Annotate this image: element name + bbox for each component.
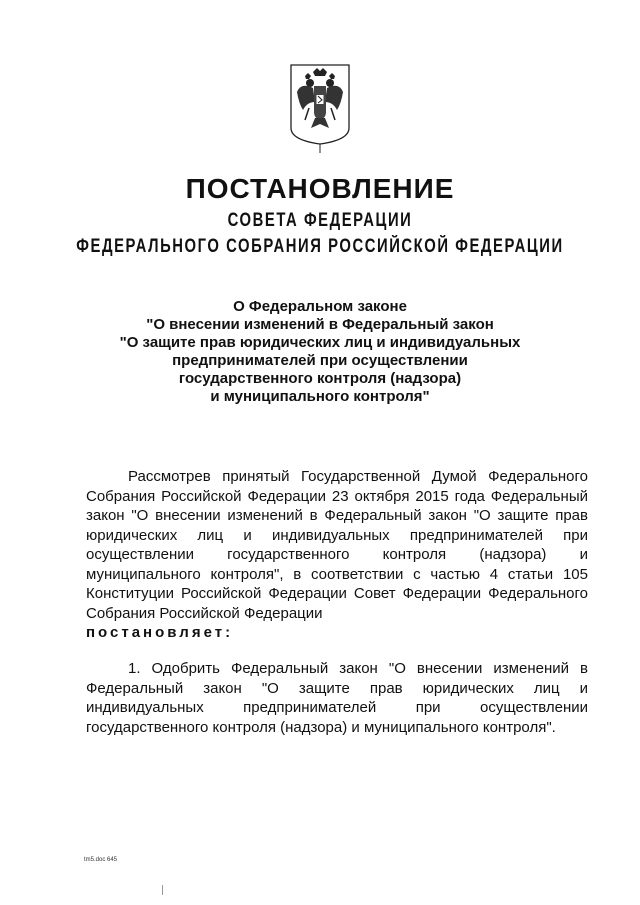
subject-line: предпринимателей при осуществлении: [172, 352, 468, 369]
preamble-text: Рассмотрев принятый Государственной Думой Федерального Собрания Российской Федерации 23 октября 2015 года Федеральный закон "О внесении изменений в Федеральный закон "О защите прав юридических лиц и индивидуальных предпринимателей при осуществлении государственного контроля (надзора) и муниципального контроля", в соответствии с частью 4 статьи 105 Конституции Российской Федерации Совет Федерации Федерального Собрания Российской Федерации: [86, 468, 588, 622]
resolves-word: постановляет:: [86, 624, 234, 641]
issuer-line-2: ФЕДЕРАЛЬНОГО СОБРАНИЯ РОССИЙСКОЙ ФЕДЕРАЦИИ: [76, 236, 564, 257]
emblem: [287, 62, 353, 154]
subject-line: "О защите прав юридических лиц и индивидуальных: [119, 334, 521, 351]
subject-line: государственного контроля (надзора): [178, 370, 462, 387]
preamble-paragraph: [86, 467, 588, 643]
subject-line: и муниципального контроля": [210, 388, 430, 405]
file-reference: tm5.doc 645: [84, 857, 118, 863]
document-subject: [100, 298, 540, 406]
issuer-line-1: СОВЕТА ФЕДЕРАЦИИ: [227, 210, 413, 231]
subject-line: О Федеральном законе: [233, 298, 407, 315]
scan-mark: [162, 885, 163, 895]
page-title: ПОСТАНОВЛЕНИЕ: [185, 173, 455, 204]
clause-1-paragraph: 1. Одобрить Федеральный закон "О внесении изменений в Федеральный закон "О защите прав юридических лиц и индивидуальных предпринимателей при осуществлении государственного контроля (надзора) и муниципального контроля".: [86, 660, 588, 736]
double-headed-eagle-icon: [287, 62, 353, 154]
subject-line: "О внесении изменений в Федеральный закон: [146, 316, 494, 333]
